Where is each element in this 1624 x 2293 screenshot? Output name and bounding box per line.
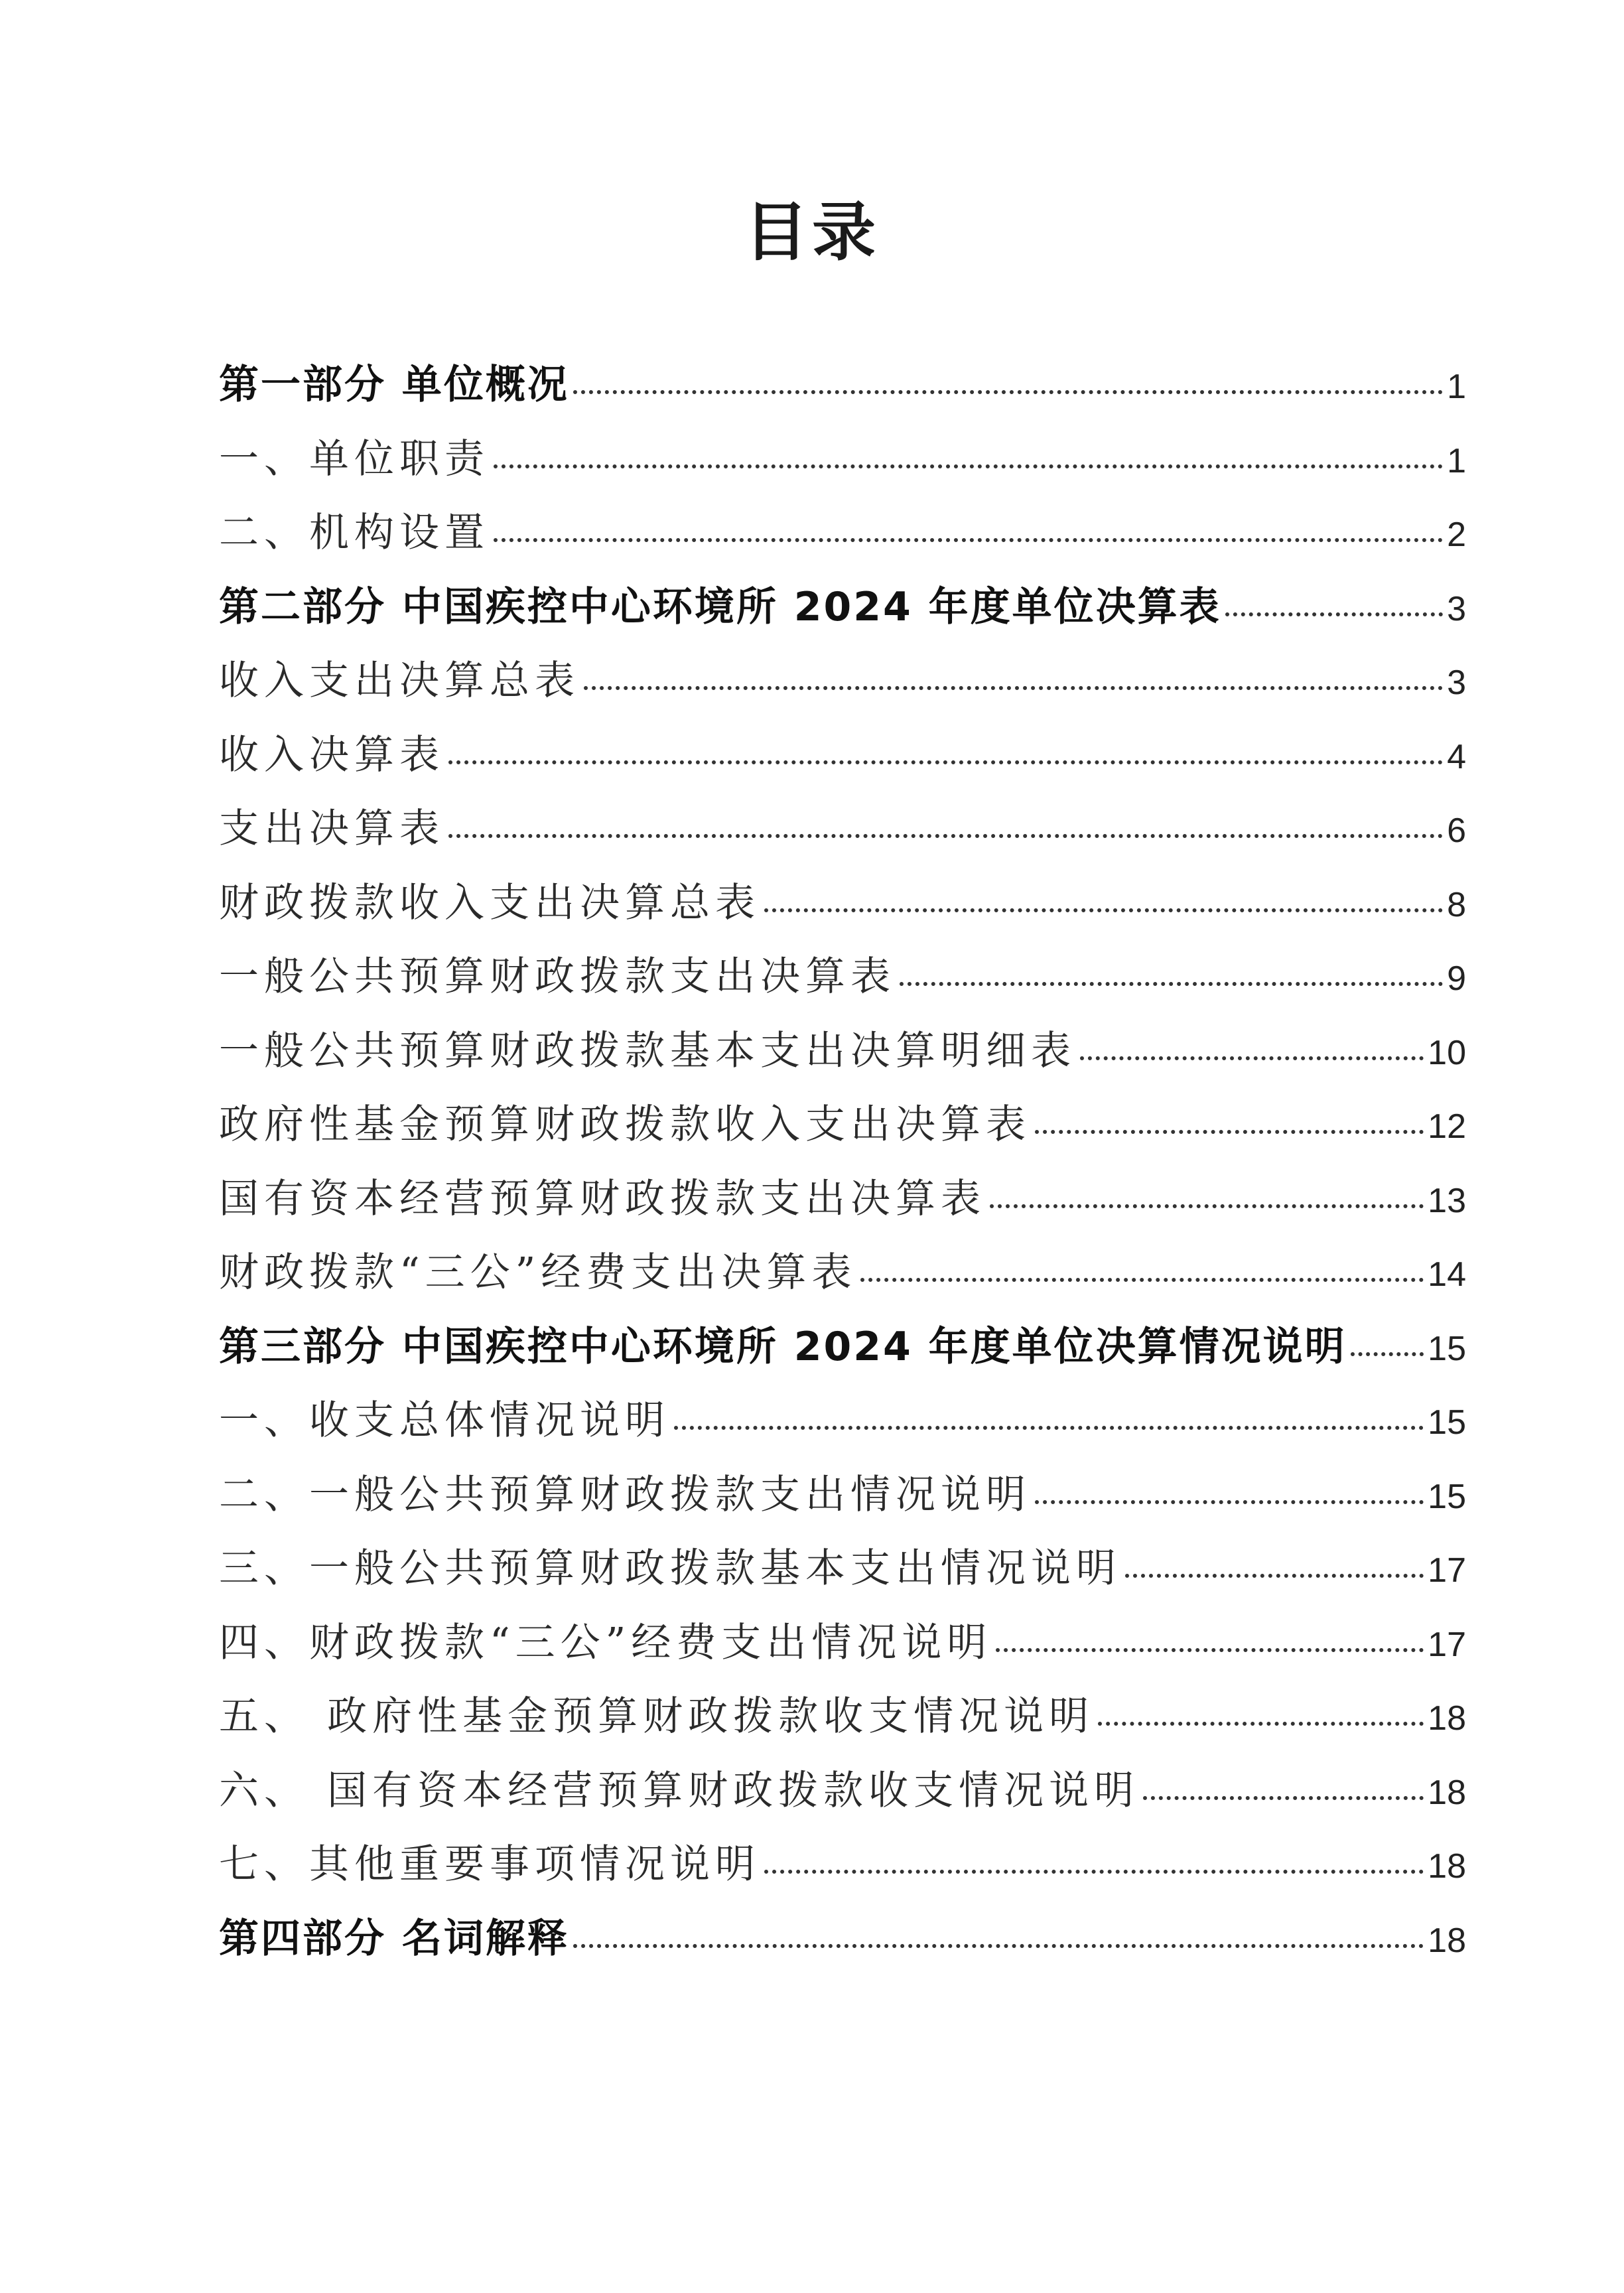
- toc-entry-label: 第三部分 中国疾控中心环境所 2024 年度单位决算情况说明: [219, 1323, 1347, 1370]
- toc-entry-label: 四、财政拨款“三公”经费支出情况说明: [219, 1619, 992, 1666]
- toc-entry[interactable]: [219, 348, 1466, 423]
- toc-entry[interactable]: [219, 792, 1466, 867]
- toc-page-number: 13: [1428, 1181, 1466, 1220]
- toc-page-number: 18: [1428, 1847, 1466, 1886]
- toc-entry-label: 第二部分 中国疾控中心环境所 2024 年度单位决算表: [219, 583, 1221, 630]
- toc-page-number: 1: [1447, 441, 1466, 480]
- toc-page-number: 10: [1428, 1033, 1466, 1072]
- toc-entry-label: 收入支出决算总表: [219, 658, 580, 704]
- toc-entry-label: 二、机构设置: [219, 510, 490, 556]
- toc-entry[interactable]: [219, 1014, 1466, 1089]
- toc-entry[interactable]: [219, 867, 1466, 941]
- dot-leader: [674, 1425, 1424, 1430]
- toc-page-number: 2: [1447, 516, 1466, 554]
- dot-leader: [494, 537, 1443, 542]
- toc-entry[interactable]: [219, 571, 1466, 645]
- dot-leader: [448, 760, 1443, 764]
- dot-leader: [584, 685, 1443, 690]
- dot-leader: [1225, 612, 1443, 616]
- toc-entry-label: 第四部分 名词解释: [219, 1915, 569, 1962]
- toc-entry-label: 三、一般公共预算财政拨款基本支出情况说明: [219, 1545, 1121, 1592]
- toc-entry[interactable]: [219, 1384, 1466, 1458]
- dot-leader: [494, 464, 1443, 468]
- toc-entry-label: 支出决算表: [219, 805, 444, 852]
- toc-entry-label: 一、单位职责: [219, 435, 490, 482]
- toc-entry[interactable]: [219, 1310, 1466, 1385]
- dot-leader: [1098, 1721, 1424, 1726]
- toc-entry-label: 六、 国有资本经营预算财政拨款收支情况说明: [219, 1767, 1140, 1814]
- toc-page-number: 3: [1447, 663, 1466, 702]
- toc-entry-label: 一般公共预算财政拨款基本支出决算明细表: [219, 1027, 1076, 1074]
- toc-page-number: 12: [1428, 1107, 1466, 1146]
- dot-leader: [1351, 1352, 1424, 1356]
- toc-entry-label: 二、一般公共预算财政拨款支出情况说明: [219, 1471, 1031, 1518]
- dot-leader: [1125, 1573, 1424, 1578]
- dot-leader: [900, 981, 1443, 986]
- toc-entry[interactable]: [219, 1754, 1466, 1829]
- toc-page-number: 18: [1428, 1921, 1466, 1960]
- toc-entry-label: 国有资本经营预算财政拨款支出决算表: [219, 1175, 986, 1222]
- toc-entry[interactable]: [219, 423, 1466, 497]
- toc-page-number: 1: [1447, 368, 1466, 406]
- toc-entry-label: 第一部分 单位概况: [219, 362, 569, 408]
- toc-entry[interactable]: [219, 940, 1466, 1014]
- dot-leader: [764, 1869, 1424, 1874]
- dot-leader: [990, 1204, 1424, 1208]
- toc-page-number: 18: [1428, 1773, 1466, 1812]
- toc-entry-label: 政府性基金预算财政拨款收入支出决算表: [219, 1101, 1031, 1148]
- toc-entry[interactable]: [219, 1458, 1466, 1533]
- toc-page-number: 4: [1447, 737, 1466, 776]
- dot-leader: [573, 1943, 1424, 1948]
- toc-page-number: 15: [1428, 1477, 1466, 1516]
- dot-leader: [1143, 1795, 1424, 1800]
- toc-page-number: 18: [1428, 1699, 1466, 1738]
- toc-entry[interactable]: [219, 1532, 1466, 1606]
- toc-entry[interactable]: [219, 644, 1466, 719]
- toc-page-number: 17: [1428, 1625, 1466, 1664]
- toc-entry[interactable]: [219, 1088, 1466, 1162]
- toc-page-number: 15: [1428, 1403, 1466, 1442]
- toc-entry-label: 财政拨款“三公”经费支出决算表: [219, 1249, 857, 1296]
- toc-page-number: 17: [1428, 1551, 1466, 1590]
- toc-page-number: 6: [1447, 811, 1466, 850]
- dot-leader: [996, 1647, 1424, 1652]
- toc-entry[interactable]: [219, 1902, 1466, 1977]
- toc-page-number: 14: [1428, 1255, 1466, 1294]
- toc-entry[interactable]: [219, 1680, 1466, 1754]
- dot-leader: [573, 389, 1443, 394]
- toc-entry-label: 五、 政府性基金预算财政拨款收支情况说明: [219, 1693, 1095, 1740]
- table-of-contents: [219, 348, 1466, 1976]
- page-title: 目录: [744, 194, 880, 269]
- toc-entry-label: 财政拨款收入支出决算总表: [219, 879, 760, 926]
- toc-entry[interactable]: [219, 1606, 1466, 1681]
- toc-page-number: 3: [1447, 589, 1466, 628]
- dot-leader: [1035, 1499, 1424, 1504]
- toc-entry[interactable]: [219, 1828, 1466, 1902]
- dot-leader: [860, 1277, 1424, 1282]
- toc-entry[interactable]: [219, 1162, 1466, 1237]
- toc-entry[interactable]: [219, 1236, 1466, 1310]
- toc-page-number: 8: [1447, 885, 1466, 924]
- toc-entry-label: 一般公共预算财政拨款支出决算表: [219, 953, 896, 1000]
- dot-leader: [1035, 1129, 1424, 1134]
- toc-page-number: 9: [1447, 959, 1466, 998]
- toc-entry-label: 七、其他重要事项情况说明: [219, 1841, 760, 1888]
- dot-leader: [448, 833, 1443, 838]
- toc-entry-label: 一、收支总体情况说明: [219, 1397, 670, 1444]
- dot-leader: [764, 908, 1443, 912]
- toc-page-number: 15: [1428, 1329, 1466, 1368]
- dot-leader: [1080, 1056, 1424, 1060]
- toc-entry[interactable]: [219, 496, 1466, 571]
- toc-entry-label: 收入决算表: [219, 731, 444, 778]
- toc-entry[interactable]: [219, 719, 1466, 793]
